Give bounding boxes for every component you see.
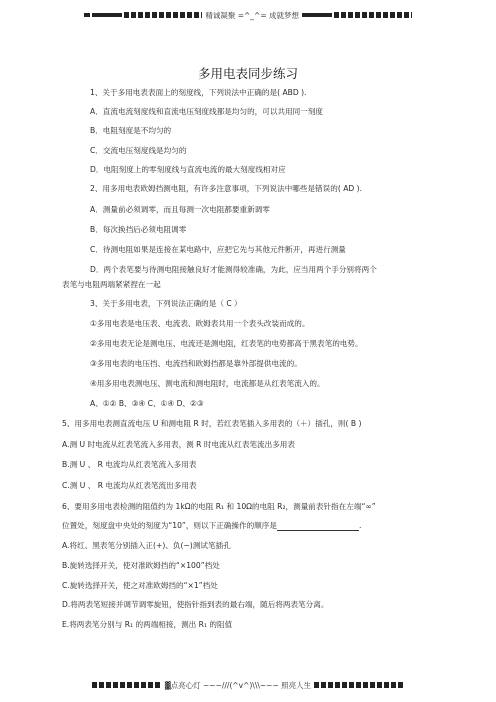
q1-stem: 1、关于多用电表表面上的刻度线，下列说法中正确的是( ABD ). [90, 88, 307, 97]
q1-option-c: C．交流电压刻度线是均匀的 [90, 146, 187, 155]
footer-block-pattern-left [92, 682, 162, 688]
q3-statement-2: ②多用电表无论是测电压、电流还是测电阻，红表笔的电势都高于黑表笔的电势。 [90, 339, 363, 348]
footer-block-pattern-right [314, 682, 404, 688]
q2-option-b: B．每次换挡后必须电阻调零 [90, 225, 187, 234]
q2-option-d: D．两个表笔要与待测电阻接触良好才能测得较准确，为此，应当用两个手分别将两个 [90, 265, 377, 274]
q6-stem-line2: 位置处，刻度盘中央处的刻度为“10”，则以下正确操作的顺序是 . [62, 521, 362, 530]
q3-stem: 3、关于多用电表，下列说法正确的是（ C ） [90, 299, 242, 308]
header-text: 精诚凝聚 =^_^= 成就梦想 [205, 10, 300, 20]
header-decoration [0, 8, 496, 22]
q5-option-c: C.测 U 、 R 电流均从红表笔流出多用表 [62, 481, 197, 490]
footer-decoration [0, 678, 496, 692]
q5-option-a: A.测 U 时电流从红表笔流入多用表，测 R 时电流从红表笔流出多用表 [62, 440, 295, 449]
q1-option-d: D．电阻刻度上的零刻度线与直流电流的最大刻度线相对应 [90, 165, 286, 174]
q3-options: A、①② B、③④ C、①④ D、②③ [90, 399, 204, 408]
q2-stem: 2、用多用电表欧姆挡测电阻，有许多注意事项，下列说法中哪些是错误的( AD ). [90, 184, 363, 193]
answer-blank [277, 522, 359, 531]
q3-statement-4: ④用多用电表测电压、测电流和测电阻时，电流都是从红表笔流入的。 [90, 379, 325, 388]
page-title: 多用电表同步练习 [197, 66, 298, 81]
q6-step-a: A.将红、黑表笔分别插入正(+)、负(−)测试笔插孔 [62, 541, 231, 550]
q6-step-b: B.旋转选择开关，使对准欧姆挡的“×100”档处 [62, 561, 220, 570]
block-pattern-left [124, 12, 202, 18]
q1-option-b: B．电阻刻度是不均匀的 [90, 126, 172, 135]
q6-stem: 6、要用多用电表检测的阻值约为 1kΩ的电阻 R₁ 和 10Ω的电阻 R₂，测量前表针指在左端“∞” [62, 502, 376, 511]
q1-option-a: A．直流电流刻度线和直流电压刻度线都是均匀的，可以共用同一刻度 [90, 107, 324, 116]
block-pattern-right [334, 12, 412, 18]
q5-option-b: B.测 U 、 R 电流均从红表笔流入多用表 [62, 460, 197, 469]
q6-step-e: E.将两表笔分别与 R₁ 的两端相接，测出 R₁ 的阻值 [62, 620, 233, 629]
q3-statement-3: ③多用电表的电压挡、电流挡和欧姆挡都是靠外部提供电流的。 [90, 359, 302, 368]
q6-step-d: D.将两表笔短接并调节调零旋钮，使指针指到表的最右端，随后将两表笔分离。 [62, 600, 329, 609]
footer-text: ▓点亮心灯 ~~~///(^v^)\\\~~~ 照亮人生 [164, 680, 312, 690]
q6-step-c: C.旋转选择开关，使之对准欧姆挡的“×1”档处 [62, 581, 218, 590]
q3-statement-1: ①多用电表是电压表、电流表、欧姆表共用一个表头改装而成的。 [90, 319, 310, 328]
q2-option-c: C．待测电阻如果是连接在某电路中，应把它先与其他元件断开，再进行测量 [90, 245, 346, 254]
q5-stem: 5、用多用电表测直流电压 U 和测电阻 R 时，若红表笔插入多用表的（＋）插孔，则( B ) [62, 419, 362, 428]
q2-option-d-continued: 表笔与电阻两端紧紧捏在一起 [62, 280, 161, 289]
q2-option-a: A．测量前必须调零，而且每测一次电阻都要重新调零 [90, 205, 270, 214]
